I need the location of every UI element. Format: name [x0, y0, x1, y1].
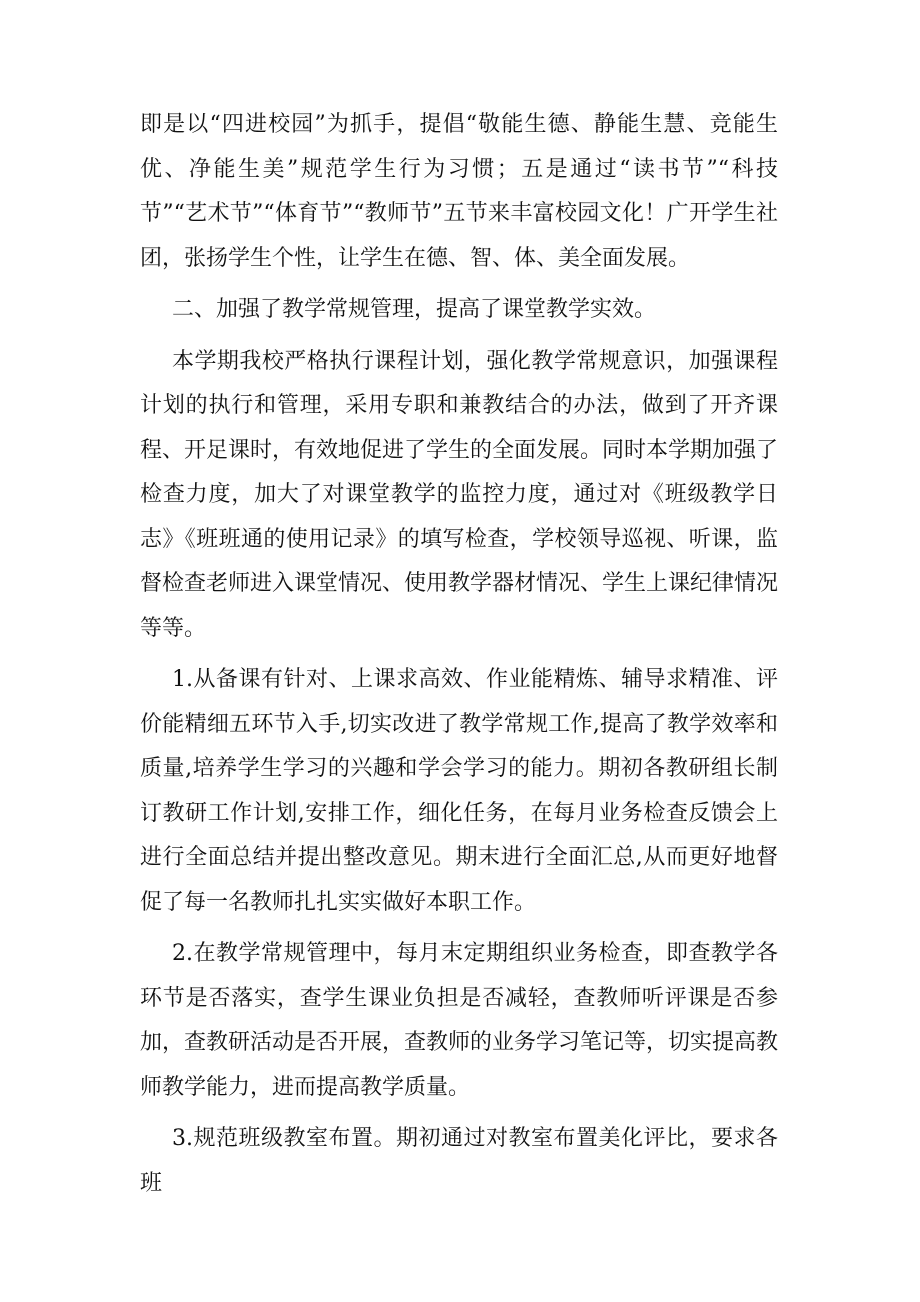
- paragraph-item-2: 2.在教学常规管理中，每月末定期组织业务检查，即查教学各环节是否落实，查学生课业负担是否减轻，查教师听评课是否参加，查教研活动是否开展，查教师的业务学习笔记等，切实提高教师教学能力，进而提高教学质量。: [140, 941, 779, 1100]
- paragraph-course-plan: 本学期我校严格执行课程计划，强化教学常规意识，加强课程计划的执行和管理，采用专职和兼教结合的办法，做到了开齐课程、开足课时，有效地促进了学生的全面发展。同时本学期加强了检查力度，加大了对课堂教学的监控力度，通过对《班级教学日志》《班班通的使用记录》的填写检查，学校领导巡视、听课，监督检查老师进入课堂情况、使用教学器材情况、学生上课纪律情况等等。: [140, 348, 779, 641]
- document-body: [140, 103, 778, 1213]
- paragraph-item-1: 1.从备课有针对、上课求高效、作业能精炼、辅导求精准、评价能精细五环节入手,切实改进了教学常规工作,提高了教学效率和质量,培养学生学习的兴趣和学会学习的能力。期初各教研组长制订教研工作计划,安排工作，细化任务，在每月业务检查反馈会上进行全面总结并提出整改意见。期末进行全面汇总,从而更好地督促了每一名教师扎扎实实做好本职工作。: [140, 667, 778, 915]
- paragraph-item-3: 3.规范班级教室布置。期初通过对教室布置美化评比，要求各班: [140, 1126, 778, 1196]
- paragraph-continuation: 即是以“四进校园”为抓手，提倡“敬能生德、静能生慧、竞能生优、净能生美”规范学生行为习惯；五是通过“读书节”“科技节”“艺术节”“体育节”“教师节”五节来丰富校园文化！广开学生社团，张扬学生个性，让学生在德、智、体、美全面发展。: [140, 112, 778, 271]
- section-heading: 二、加强了教学常规管理，提高了课堂教学实效。: [172, 297, 657, 322]
